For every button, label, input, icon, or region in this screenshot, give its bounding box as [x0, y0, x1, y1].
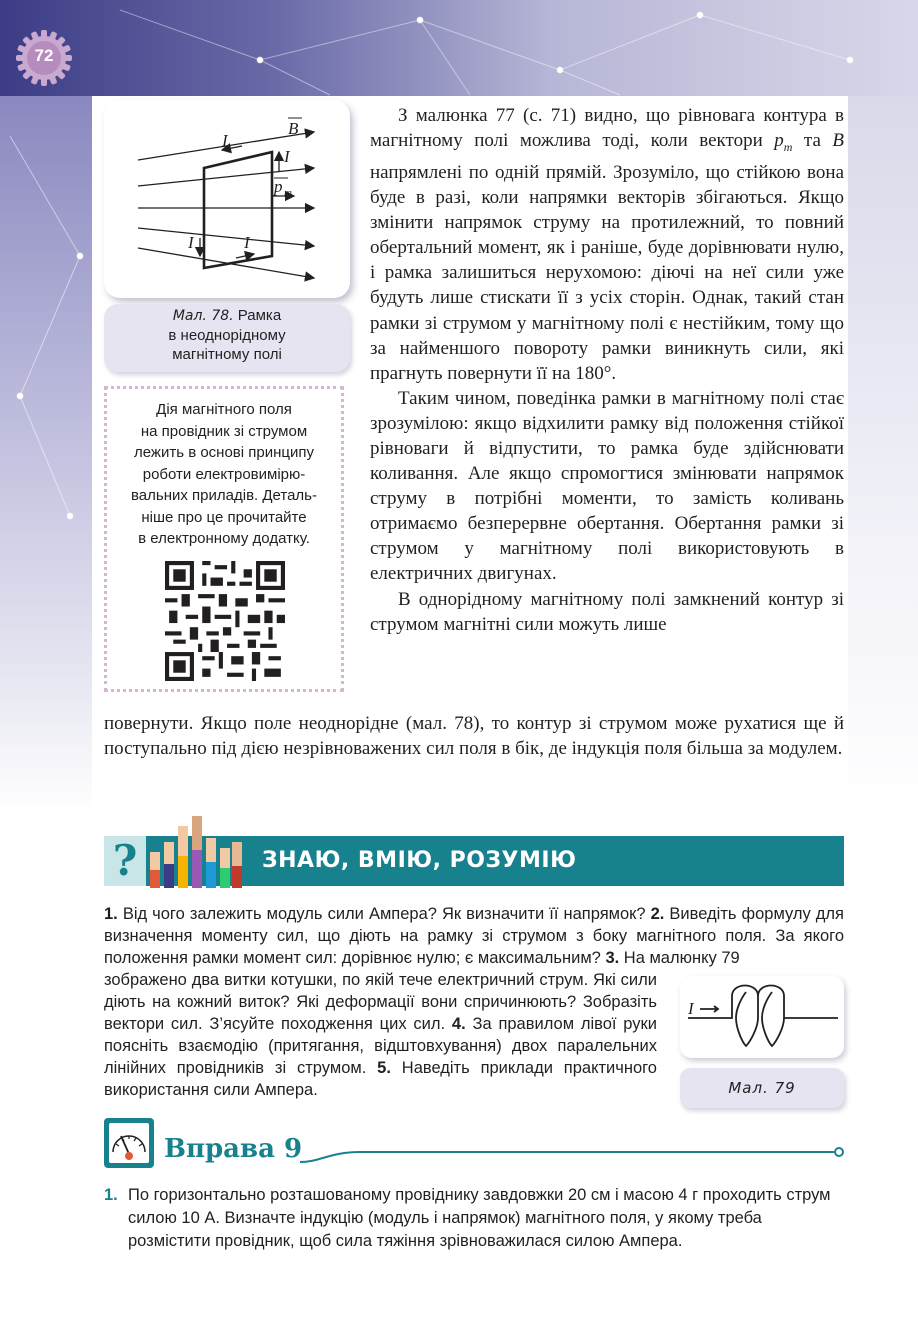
note-line: Дія магнітного поля	[156, 401, 292, 418]
q-number: 1.	[104, 905, 118, 923]
q-text: Від чого залежить модуль сили Ампера? Як визначити її напрямок?	[117, 905, 651, 923]
label-I-right: I	[284, 147, 290, 166]
questions-wrapped	[104, 969, 657, 1101]
label-pm: p	[274, 177, 283, 196]
frame-in-field-diagram	[104, 100, 350, 298]
note-line: ніше про це прочитайте	[141, 508, 307, 526]
caption-number: Мал. 78.	[172, 308, 234, 324]
right-margin-background	[848, 96, 918, 816]
vector-pm	[774, 130, 793, 154]
exercise-divider	[300, 1140, 848, 1164]
section-title: ЗНАЮ, ВМІЮ, РОЗУМІЮ	[262, 848, 577, 873]
note-line: лежить в основі принципу	[134, 444, 314, 461]
questions-lead	[104, 905, 844, 967]
figure-79-caption: Мал. 79	[680, 1068, 844, 1108]
label-B: B	[288, 119, 299, 138]
label-I-bottom: I	[244, 233, 250, 252]
question-mark-icon: ?	[104, 836, 146, 886]
note-line: вальних приладів. Деталь-	[131, 487, 317, 504]
paragraph-1	[370, 103, 844, 386]
paragraph-2: Таким чином, поведінка рамки в магнітному полі стає зрозумілою: якщо відхилити рамку від положення стійкої рівноваги й відпустити, то рамка буде здійснювати коливання. Але якщо спромогтися змінювати напрямок струму в потрібні моменти, то замість коливань отримаємо безперервне обертання. Обертання рамки зі струмом у магнітному полі використовують в електричних двигунах.	[370, 387, 844, 585]
main-text-column	[370, 103, 844, 637]
label-I: I	[688, 999, 694, 1018]
side-constellation	[0, 96, 92, 816]
label-pm-sub: m	[284, 187, 292, 199]
page-number: 72	[34, 46, 54, 65]
caption-line-2: в неоднорідному	[168, 327, 286, 344]
figure-78	[104, 100, 350, 298]
q-number: 5.	[377, 1059, 391, 1077]
caption-line-3: магнітному полі	[172, 346, 282, 363]
label-I-left: I	[188, 233, 194, 252]
note-line: роботи електровимірю-	[142, 465, 306, 483]
label-I-top: I	[222, 131, 228, 150]
figure-79	[680, 976, 844, 1058]
q-text: За правилом лівої руки поясніть взаємодію (притягання, відштовхування) двох паралельних лінійних провідників зі струмом.	[104, 1015, 657, 1077]
constellation-decoration	[0, 0, 918, 96]
full-width-text: повернути. Якщо поле неоднорідне (мал. 78), то контур зі струмом може рухатися ще й поступально під дією незрівноважених сил поля в бік, де індукція поля більша за модулем.	[104, 713, 844, 760]
q-number: 2.	[650, 905, 665, 923]
vector-m-subscript: m	[783, 139, 793, 154]
p1-and: та	[792, 130, 833, 152]
task-number: 1.	[104, 1186, 118, 1204]
qr-code-icon[interactable]	[165, 561, 285, 681]
q-text: Виведіть формулу для визначення моменту сил, що діють на рамку зі струмом з боку магнітного поля. За якого положення рамки момент сил: дорівнює нулю; є максимальним?	[104, 905, 844, 967]
q-number: 3.	[605, 949, 620, 967]
gauge-icon	[104, 1118, 158, 1170]
caption-title: Рамка	[233, 307, 282, 324]
raised-hands-icon	[146, 812, 246, 888]
left-margin-background	[0, 96, 92, 816]
task-text: По горизонтально розташованому провіднику завдовжки 20 см і масою 4 г проходить струм силою 10 А. Визначте індукцію (модуль і напрямок) магнітного поля, у якому треба розмістити провідник, щоб сила тяжіння зрівноважилася силою Ампера.	[128, 1186, 831, 1250]
note-line: на провідник зі струмом	[140, 422, 308, 440]
exercise-title: Вправа 9	[164, 1134, 303, 1164]
exercise-task	[104, 1184, 844, 1253]
q-text: зображено два витки котушки, по якій тече електричний струм. Які сили діють на кожний виток? Які деформації вони спричинюють? Зобразіть вектори сил. З’ясуйте походження цих сил.	[104, 971, 657, 1033]
p1-text-b: напрямлені по одній прямій. Зрозуміло, що стійкою вона буде в разі, коли напрямки векторів збігаються. Якщо змінити напрямок струму на протилежний, то повний обертальний момент, як і раніше, буде дорівнювати нулю, і рамка залишиться нерухомою: діючі на неї сили уже будуть лише стискати її з усіх сторін. Однак, такий стан рамки зі струмом у магнітному полі є нестійким, тому що за найменшого повороту рамки виникнуть сили, які прагнуть повернути її на 180°.	[370, 161, 844, 384]
q-number: 4.	[451, 1015, 466, 1033]
paragraph-3-start: В однорідному магнітному полі замкнений контур зі струмом магнітні сили можуть лише	[370, 588, 844, 635]
vector-B: B	[832, 130, 845, 152]
side-note	[104, 386, 344, 692]
q-text: На малюнку 79	[619, 949, 740, 967]
figure-78-caption	[104, 304, 350, 372]
header-background	[0, 0, 918, 96]
q-text: Наведіть приклади практичного використання сили Ампера.	[104, 1059, 657, 1099]
vector-p-symbol: p	[774, 130, 784, 152]
coil-diagram	[680, 976, 844, 1058]
page-number-badge	[14, 28, 74, 88]
note-line: в електронному додатку.	[138, 530, 310, 547]
p1-text-a: З малюнка 77 (с. 71) видно, що рівновага контура в магнітному полі можлива тоді, коли вектори	[370, 105, 844, 152]
